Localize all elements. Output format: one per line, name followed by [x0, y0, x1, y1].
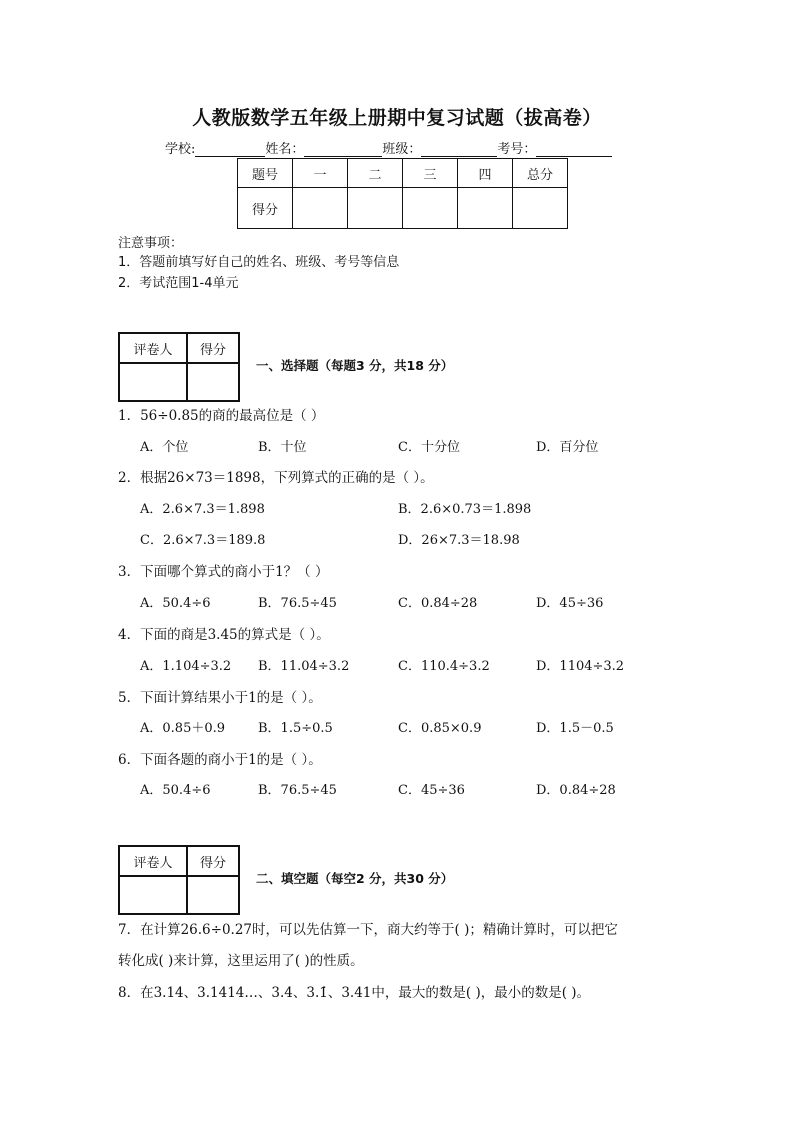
exam-no-label: 考号：: [497, 142, 537, 157]
school-field[interactable]: [195, 142, 265, 157]
question-text: 5．下面计算结果小于1的是（ ）。: [118, 690, 322, 706]
student-info-line: [165, 138, 612, 157]
option-text: A．1.104÷3.2: [140, 659, 232, 674]
option-text: A．50.4÷6: [140, 596, 211, 611]
option-text: A．50.4÷6: [140, 783, 211, 798]
question-text: 7．在计算26.6÷0.27时，可以先估算一下，商大约等于( )；精确计算时，可以把它: [118, 922, 618, 938]
score-table: [237, 158, 568, 229]
option-text: B．76.5÷45: [258, 596, 337, 611]
exam-no-field[interactable]: [536, 142, 612, 157]
score-cell[interactable]: [403, 188, 458, 229]
option-text: C．十分位: [398, 440, 460, 455]
reviewer-field[interactable]: [119, 876, 187, 914]
score-label-cell: 得分: [238, 188, 293, 229]
option-text: D．26×7.3＝18.98: [398, 533, 520, 548]
option-text: C．0.84÷28: [398, 596, 478, 611]
header-cell: 三: [403, 159, 458, 188]
option-text: B．11.04÷3.2: [258, 659, 350, 674]
question-text: 8．在3.14、3.1414…、3.4̇、3.1̇、3.41中，最大的数是( )，最小的数是( )。: [118, 985, 591, 1001]
name-label: 姓名：: [265, 142, 305, 157]
page-title: 人教版数学五年级上册期中复习试题（拔高卷）: [192, 107, 602, 129]
reviewer-label: 评卷人: [119, 333, 187, 363]
grader-score-field[interactable]: [187, 876, 239, 914]
question-text: 3．下面哪个算式的商小于1？（ ）: [118, 564, 329, 580]
question-text: 2．根据26×73＝1898，下列算式的正确的是（ ）。: [118, 470, 434, 486]
name-field[interactable]: [304, 142, 382, 157]
option-text: A．2.6×7.3＝1.898: [140, 502, 265, 517]
option-text: D．45÷36: [536, 596, 604, 611]
header-cell: 二: [348, 159, 403, 188]
score-cell[interactable]: [513, 188, 568, 229]
option-text: A．0.85＋0.9: [140, 721, 226, 736]
option-text: C．45÷36: [398, 783, 465, 798]
section-title: 一、选择题（每题3 分，共18 分）: [256, 358, 454, 373]
option-text: C．2.6×7.3＝189.8: [140, 533, 266, 548]
option-text: C．0.85×0.9: [398, 721, 482, 736]
score-cell[interactable]: [348, 188, 403, 229]
question-text: 1．56÷0.85的商的最高位是（ ）: [118, 408, 325, 424]
grader-score-field[interactable]: [187, 363, 239, 401]
question-text: 6．下面各题的商小于1的是（ ）。: [118, 752, 322, 768]
option-text: B．1.5÷0.5: [258, 721, 333, 736]
option-text: C．110.4÷3.2: [398, 659, 490, 674]
section-title: 二、填空题（每空2 分，共30 分）: [256, 871, 454, 886]
option-text: B．2.6×0.73＝1.898: [398, 502, 532, 517]
option-text: B．十位: [258, 440, 307, 455]
notes-item: 2．考试范围1-4单元: [118, 276, 239, 291]
header-cell: 总分: [513, 159, 568, 188]
score-table-header-row: [238, 159, 568, 188]
option-text: D．1.5－0.5: [536, 721, 614, 736]
header-cell: 四: [458, 159, 513, 188]
notes-item: 1．答题前填写好自己的姓名、班级、考号等信息: [118, 255, 400, 270]
score-cell[interactable]: [458, 188, 513, 229]
option-text: B．76.5÷45: [258, 783, 337, 798]
question-text: 4．下面的商是3.45的算式是（ ）。: [118, 627, 330, 643]
option-text: A．个位: [140, 440, 189, 455]
grader-score-label: 得分: [187, 846, 239, 876]
option-text: D．百分位: [536, 440, 599, 455]
question-text: 转化成( )来计算，这里运用了( )的性质。: [118, 953, 364, 969]
reviewer-field[interactable]: [119, 363, 187, 401]
grader-score-label: 得分: [187, 333, 239, 363]
header-cell: 一: [293, 159, 348, 188]
score-cell[interactable]: [293, 188, 348, 229]
class-label: 班级：: [382, 142, 422, 157]
grader-box: [118, 845, 240, 915]
notes-heading: 注意事项：: [118, 236, 184, 251]
option-text: D．1104÷3.2: [536, 659, 625, 674]
grader-box: [118, 332, 240, 402]
header-cell: 题号: [238, 159, 293, 188]
school-label: 学校:: [165, 142, 196, 157]
option-text: D．0.84÷28: [536, 783, 616, 798]
class-field[interactable]: [421, 142, 497, 157]
score-table-score-row: [238, 188, 568, 229]
reviewer-label: 评卷人: [119, 846, 187, 876]
